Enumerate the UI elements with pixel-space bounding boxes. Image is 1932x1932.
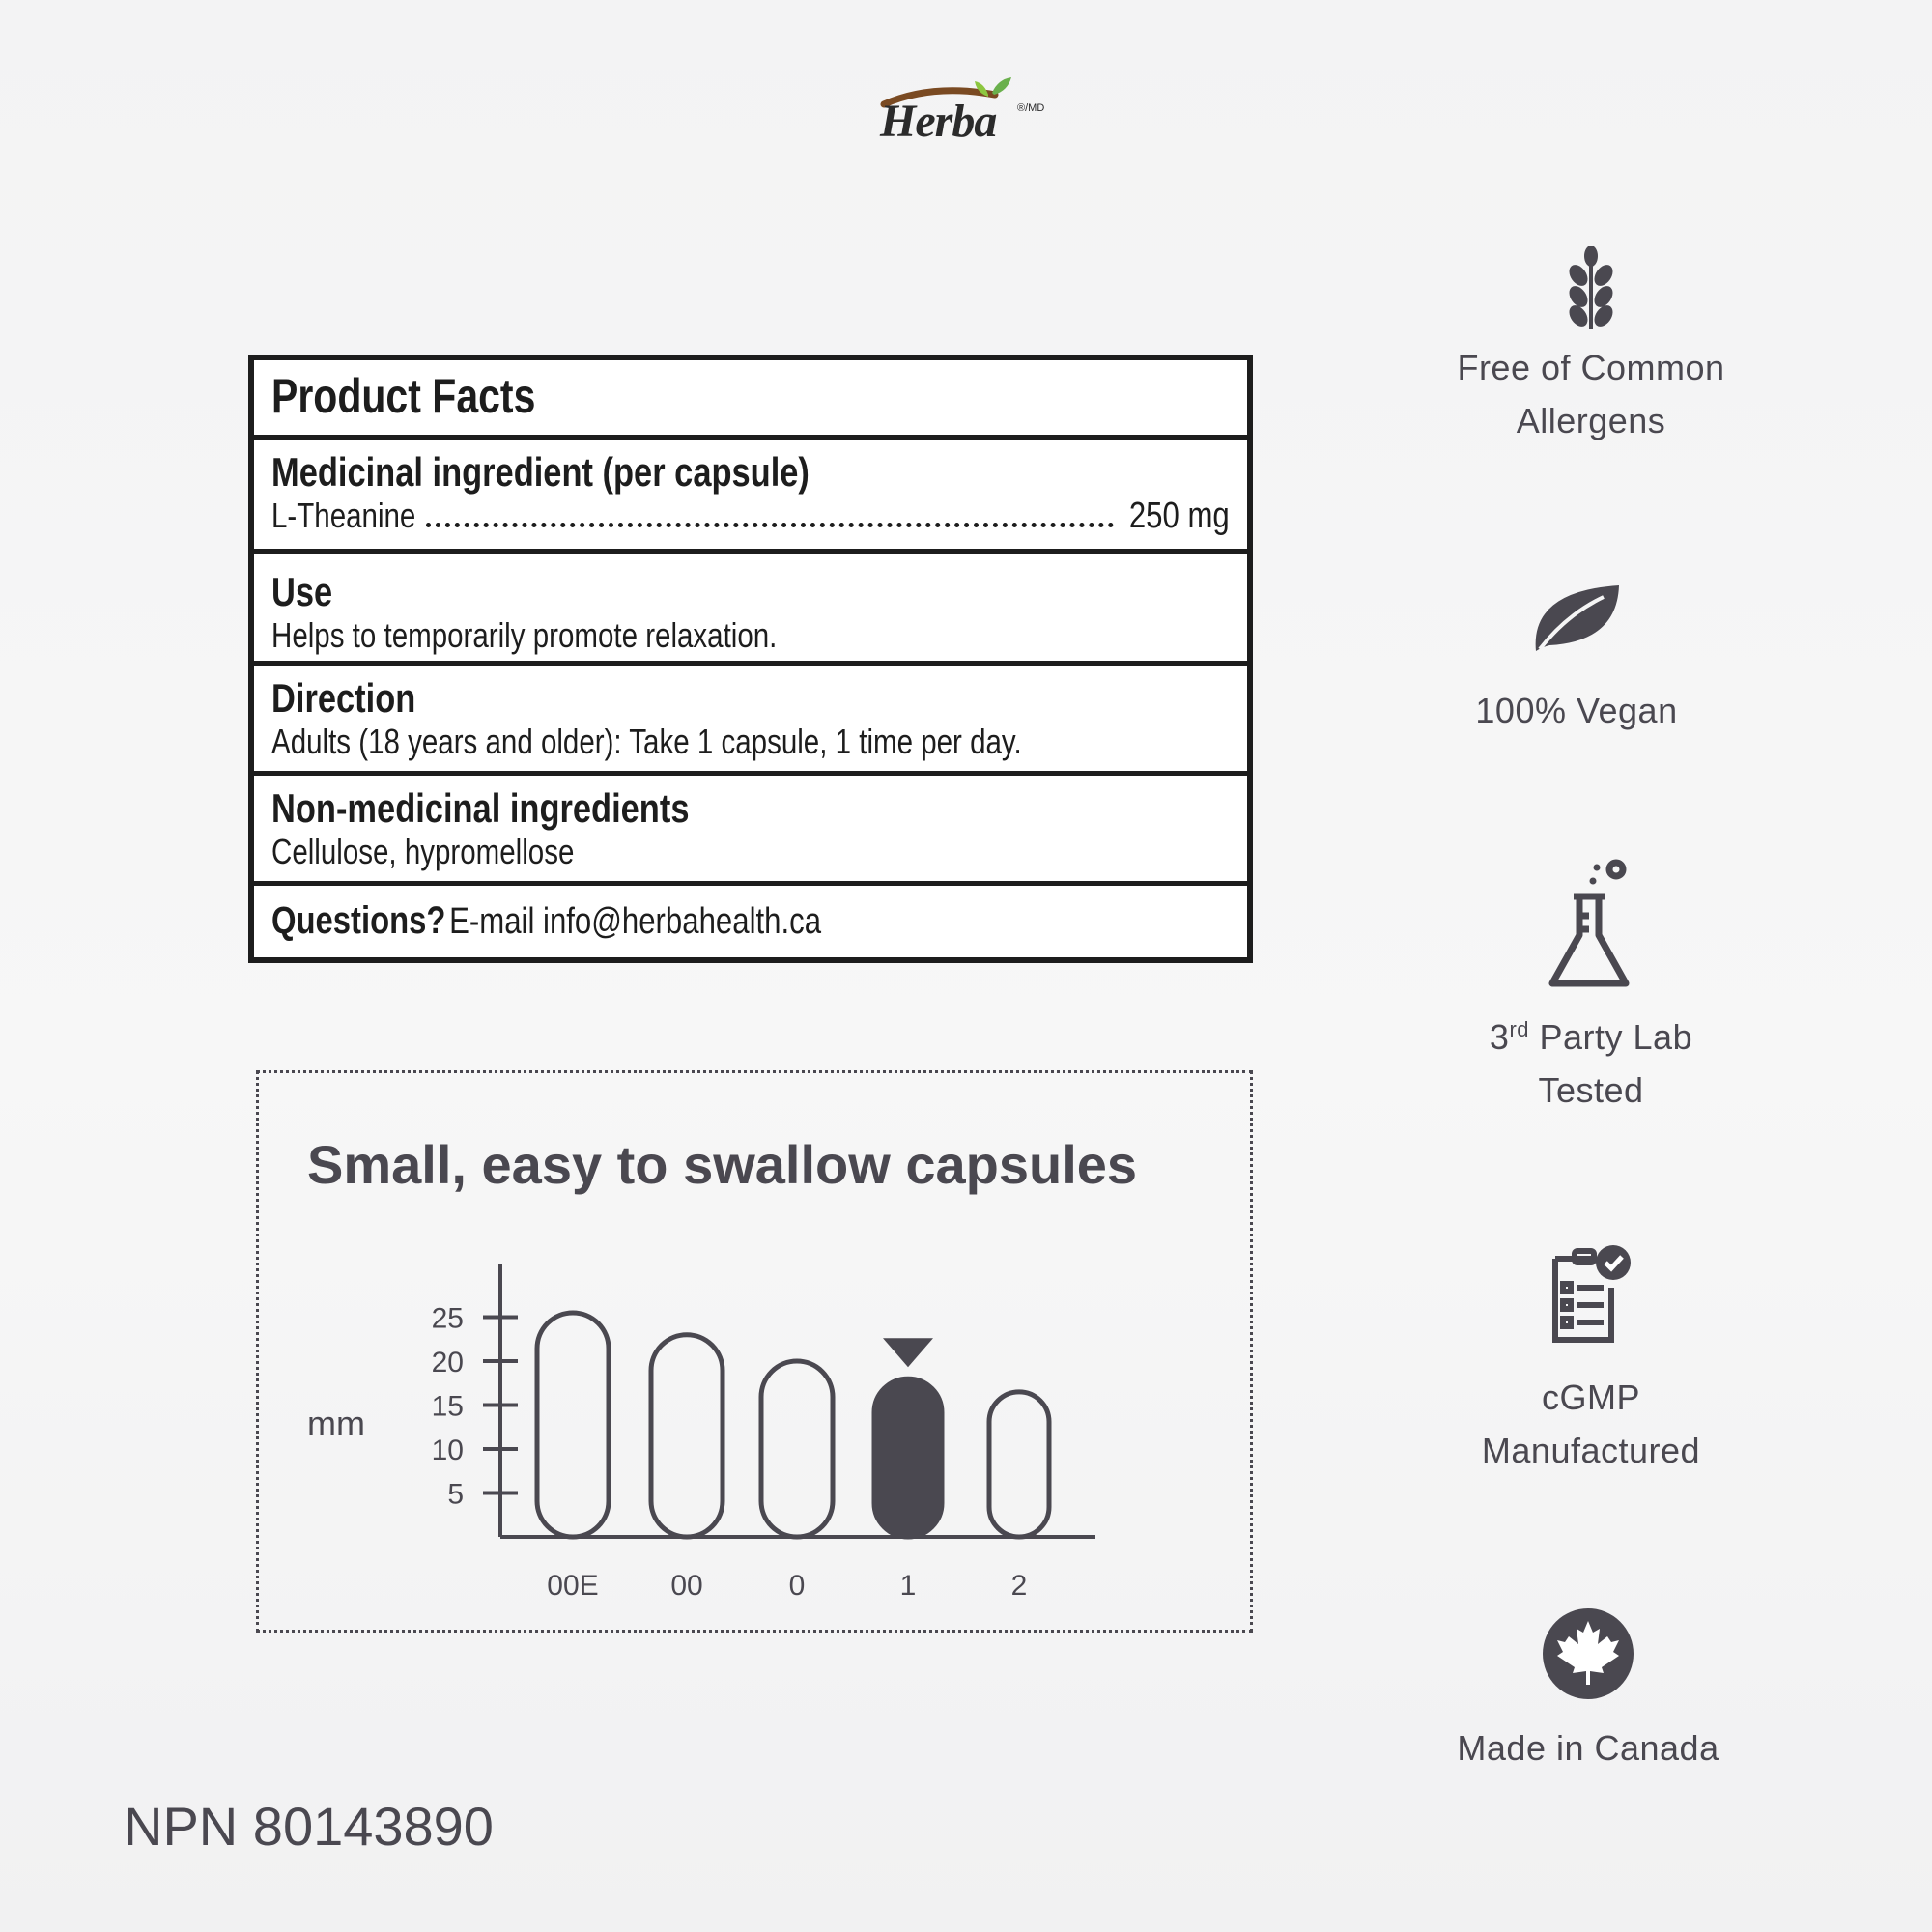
y-axis-unit-label: mm [307,1404,365,1443]
brand-registered-mark: ®/MD [1017,102,1045,114]
y-tick-label: 5 [447,1478,464,1511]
capsule-bar-00E [537,1313,609,1537]
y-tick-label: 20 [431,1347,464,1378]
ingredient-dot-leader [426,523,1114,527]
badge-lab-label-ordinal: rd [1509,1017,1529,1041]
x-tick-label: 0 [788,1570,806,1602]
badge-lab-label-number: 3 [1489,1017,1510,1057]
badge-made-in-canada [1385,1607,1791,1775]
capsule-bar-1 [874,1378,942,1537]
flask-icon [1543,858,1639,995]
facts-title: Product Facts [271,369,536,423]
use-heading: Use [271,569,333,614]
capsule-size-chart-box [256,1070,1253,1633]
questions-email: E-mail info@herbahealth.ca [449,901,822,942]
nonmedicinal-heading: Non-medicinal ingredients [271,785,690,831]
y-tick-label: 25 [431,1302,464,1335]
direction-heading: Direction [271,675,416,721]
product-facts-panel [248,355,1253,963]
npn-number: NPN 80143890 [124,1796,494,1857]
x-tick-label: 1 [899,1570,917,1602]
badge-allergen-label: Free of Common Allergens [1457,348,1725,440]
capsule-size-chart [259,1073,1256,1635]
badge-allergen-free [1388,246,1794,447]
selected-size-marker [883,1338,933,1367]
checklist-icon [1548,1241,1634,1346]
facts-title-section [254,360,1247,440]
badge-lab-tested [1388,858,1794,1117]
badge-lab-label [1446,1003,1736,1117]
brand-name: Herba [880,96,997,147]
badge-vegan [1374,582,1779,737]
medicinal-section [254,440,1247,554]
x-tick-label: 00 [670,1570,703,1602]
maple-leaf-icon [1542,1607,1634,1700]
nonmedicinal-section [254,776,1247,886]
badge-cgmp [1388,1241,1794,1477]
ingredient-amount: 250 mg [1129,496,1230,536]
questions-section [254,886,1247,957]
nonmedicinal-text: Cellulose, hypromellose [271,832,575,871]
medicinal-heading: Medicinal ingredient (per capsule) [271,449,810,495]
badge-cgmp-label: cGMP Manufactured [1481,1378,1701,1470]
capsule-bar-2 [989,1392,1049,1537]
leaf-icon [1528,582,1625,655]
use-section [254,554,1247,666]
y-tick-label: 15 [431,1390,464,1423]
use-text: Helps to temporarily promote relaxation. [271,615,778,655]
capsule-chart-title: Small, easy to swallow capsules [307,1134,1138,1195]
badge-lab-label-text: Party Lab Tested [1529,1017,1693,1110]
badge-vegan-label: 100% Vegan [1475,691,1678,730]
herba-logo [874,75,1058,147]
capsule-bar-00 [651,1335,723,1537]
x-tick-label: 2 [1010,1570,1028,1602]
badge-canada-label: Made in Canada [1457,1728,1719,1768]
x-tick-label: 00E [547,1570,599,1602]
ingredient-row [271,496,1230,540]
y-tick-label: 10 [431,1435,464,1466]
capsule-bar-0 [761,1361,833,1537]
direction-text: Adults (18 years and older): Take 1 capsule, 1 time per day. [271,722,1022,761]
ingredient-name: L-Theanine [271,496,416,535]
direction-section [254,666,1247,776]
questions-label: Questions? [271,899,446,942]
wheat-icon [1562,246,1620,331]
